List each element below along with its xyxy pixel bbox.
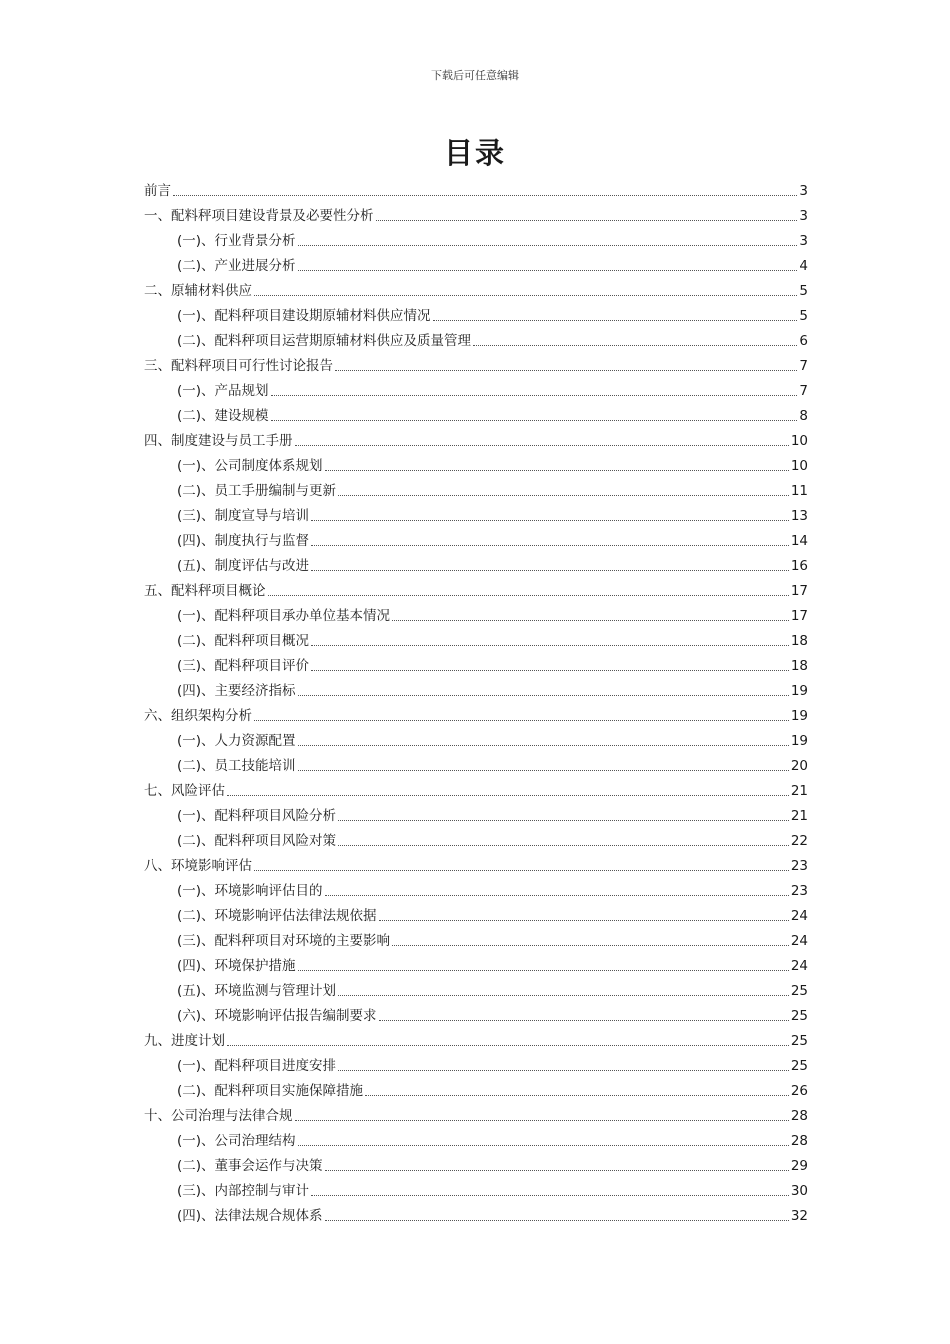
toc-entry-label: (三)、内部控制与审计 bbox=[177, 1183, 310, 1199]
toc-entry-subsection[interactable] bbox=[144, 526, 808, 551]
toc-entry-label: (二)、产业进展分析 bbox=[177, 258, 296, 274]
toc-dot-leader bbox=[338, 1070, 789, 1071]
toc-entry-label: (一)、配料秤项目风险分析 bbox=[177, 808, 337, 824]
toc-entry-subsection[interactable] bbox=[144, 451, 808, 476]
toc-dot-leader bbox=[311, 670, 789, 671]
toc-entry-label: (二)、环境影响评估法律法规依据 bbox=[177, 908, 377, 924]
toc-entry-page-number: 32 bbox=[790, 1208, 808, 1224]
toc-entry-page-number: 7 bbox=[799, 358, 808, 374]
toc-entry-label: (二)、员工技能培训 bbox=[177, 758, 296, 774]
toc-dot-leader bbox=[254, 870, 789, 871]
toc-dot-leader bbox=[392, 620, 789, 621]
toc-entry-section[interactable] bbox=[144, 351, 808, 376]
toc-entry-page-number: 3 bbox=[799, 183, 808, 199]
toc-entry-subsection[interactable] bbox=[144, 1051, 808, 1076]
toc-entry-subsection[interactable] bbox=[144, 1201, 808, 1226]
toc-entry-label: (二)、员工手册编制与更新 bbox=[177, 483, 337, 499]
toc-entry-label: (二)、配料秤项目概况 bbox=[177, 633, 310, 649]
toc-entry-label: 七、风险评估 bbox=[144, 783, 225, 799]
toc-entry-page-number: 17 bbox=[790, 583, 808, 599]
toc-dot-leader bbox=[311, 520, 789, 521]
toc-dot-leader bbox=[227, 1045, 789, 1046]
toc-entry-page-number: 25 bbox=[790, 1033, 808, 1049]
toc-entry-subsection[interactable] bbox=[144, 1076, 808, 1101]
toc-dot-leader bbox=[325, 1170, 789, 1171]
toc-entry-subsection[interactable] bbox=[144, 1001, 808, 1026]
toc-dot-leader bbox=[325, 895, 789, 896]
toc-entry-subsection[interactable] bbox=[144, 676, 808, 701]
toc-dot-leader bbox=[338, 495, 789, 496]
toc-dot-leader bbox=[379, 1020, 789, 1021]
header-note: 下载后可任意编辑 bbox=[431, 69, 519, 82]
toc-dot-leader bbox=[271, 420, 798, 421]
toc-dot-leader bbox=[227, 795, 789, 796]
toc-entry-subsection[interactable] bbox=[144, 801, 808, 826]
toc-dot-leader bbox=[338, 995, 789, 996]
toc-entry-page-number: 17 bbox=[790, 608, 808, 624]
toc-entry-label: 八、环境影响评估 bbox=[144, 858, 252, 874]
toc-entry-label: (四)、环境保护措施 bbox=[177, 958, 296, 974]
toc-dot-leader bbox=[268, 595, 789, 596]
toc-entry-subsection[interactable] bbox=[144, 1151, 808, 1176]
toc-entry-label: (三)、制度宣导与培训 bbox=[177, 508, 310, 524]
toc-entry-subsection[interactable] bbox=[144, 1126, 808, 1151]
toc-dot-leader bbox=[365, 1095, 789, 1096]
toc-dot-leader bbox=[254, 295, 797, 296]
toc-entry-page-number: 8 bbox=[799, 408, 808, 424]
toc-entry-subsection[interactable] bbox=[144, 476, 808, 501]
toc-entry-subsection[interactable] bbox=[144, 551, 808, 576]
toc-entry-page-number: 20 bbox=[790, 758, 808, 774]
toc-entry-label: (六)、环境影响评估报告编制要求 bbox=[177, 1008, 377, 1024]
toc-entry-subsection[interactable] bbox=[144, 901, 808, 926]
toc-dot-leader bbox=[298, 745, 789, 746]
toc-entry-subsection[interactable] bbox=[144, 826, 808, 851]
toc-entry-subsection[interactable] bbox=[144, 301, 808, 326]
toc-entry-page-number: 11 bbox=[790, 483, 808, 499]
toc-entry-label: (一)、产品规划 bbox=[177, 383, 269, 399]
toc-title: 目录 bbox=[443, 136, 506, 170]
toc-entry-page-number: 25 bbox=[790, 1008, 808, 1024]
toc-entry-page-number: 13 bbox=[790, 508, 808, 524]
toc-dot-leader bbox=[338, 820, 789, 821]
toc-entry-label: (一)、配料秤项目承办单位基本情况 bbox=[177, 608, 391, 624]
toc-entry-label: 九、进度计划 bbox=[144, 1033, 225, 1049]
toc-entry-page-number: 29 bbox=[790, 1158, 808, 1174]
toc-entry-page-number: 6 bbox=[799, 333, 808, 349]
toc-entry-label: (二)、建设规模 bbox=[177, 408, 269, 424]
toc-entry-page-number: 3 bbox=[799, 233, 808, 249]
toc-entry-label: (一)、行业背景分析 bbox=[177, 233, 296, 249]
toc-entry-subsection[interactable] bbox=[144, 501, 808, 526]
toc-entry-label: (二)、配料秤项目运营期原辅材料供应及质量管理 bbox=[177, 333, 472, 349]
toc-dot-leader bbox=[173, 195, 797, 196]
toc-entry-subsection[interactable] bbox=[144, 876, 808, 901]
toc-dot-leader bbox=[311, 1195, 789, 1196]
toc-dot-leader bbox=[325, 1220, 789, 1221]
toc-dot-leader bbox=[254, 720, 789, 721]
toc-entry-label: 一、配料秤项目建设背景及必要性分析 bbox=[144, 208, 374, 224]
toc-entry-label: (一)、环境影响评估目的 bbox=[177, 883, 323, 899]
toc-dot-leader bbox=[295, 1120, 789, 1121]
toc-entry-label: (一)、人力资源配置 bbox=[177, 733, 296, 749]
toc-entry-page-number: 24 bbox=[790, 908, 808, 924]
toc-entry-subsection[interactable] bbox=[144, 976, 808, 1001]
toc-entry-label: 五、配料秤项目概论 bbox=[144, 583, 266, 599]
toc-entry-section[interactable] bbox=[144, 1101, 808, 1126]
toc-entry-subsection[interactable] bbox=[144, 626, 808, 651]
toc-entry-page-number: 10 bbox=[790, 433, 808, 449]
toc-entry-label: 六、组织架构分析 bbox=[144, 708, 252, 724]
toc-entry-page-number: 18 bbox=[790, 658, 808, 674]
toc-entry-label: 三、配料秤项目可行性讨论报告 bbox=[144, 358, 333, 374]
toc-entry-page-number: 22 bbox=[790, 833, 808, 849]
toc-entry-label: (二)、董事会运作与决策 bbox=[177, 1158, 323, 1174]
toc-entry-page-number: 23 bbox=[790, 883, 808, 899]
toc-entry-subsection[interactable] bbox=[144, 726, 808, 751]
toc-entry-label: (二)、配料秤项目风险对策 bbox=[177, 833, 337, 849]
toc-entry-page-number: 28 bbox=[790, 1108, 808, 1124]
toc-entry-subsection[interactable] bbox=[144, 651, 808, 676]
toc-entry-section[interactable] bbox=[144, 201, 808, 226]
toc-entry-page-number: 23 bbox=[790, 858, 808, 874]
toc-dot-leader bbox=[392, 945, 789, 946]
toc-entry-subsection[interactable] bbox=[144, 326, 808, 351]
toc-entry-subsection[interactable] bbox=[144, 751, 808, 776]
toc-entry-label: (三)、配料秤项目评价 bbox=[177, 658, 310, 674]
toc-entry-subsection[interactable] bbox=[144, 226, 808, 251]
toc-entry-subsection[interactable] bbox=[144, 951, 808, 976]
toc-entry-label: (一)、公司制度体系规划 bbox=[177, 458, 323, 474]
toc-entry-subsection[interactable] bbox=[144, 926, 808, 951]
toc-dot-leader bbox=[298, 270, 798, 271]
toc-dot-leader bbox=[376, 220, 798, 221]
toc-entry-section[interactable] bbox=[144, 776, 808, 801]
toc-entry-page-number: 16 bbox=[790, 558, 808, 574]
toc-entry-page-number: 21 bbox=[790, 808, 808, 824]
toc-entry-label: (四)、主要经济指标 bbox=[177, 683, 296, 699]
toc-entry-label: (五)、制度评估与改进 bbox=[177, 558, 310, 574]
toc-dot-leader bbox=[271, 395, 798, 396]
toc-entry-section[interactable] bbox=[144, 1026, 808, 1051]
toc-entry-label: (四)、法律法规合规体系 bbox=[177, 1208, 323, 1224]
toc-entry-label: (二)、配料秤项目实施保障措施 bbox=[177, 1083, 364, 1099]
toc-entry-page-number: 5 bbox=[799, 283, 808, 299]
toc-dot-leader bbox=[335, 370, 797, 371]
toc-entry-page-number: 25 bbox=[790, 983, 808, 999]
toc-entry-subsection[interactable] bbox=[144, 376, 808, 401]
toc-entry-page-number: 10 bbox=[790, 458, 808, 474]
toc-entry-label: (五)、环境监测与管理计划 bbox=[177, 983, 337, 999]
toc-entry-page-number: 24 bbox=[790, 933, 808, 949]
toc-dot-leader bbox=[379, 920, 789, 921]
toc-entry-section[interactable] bbox=[144, 701, 808, 726]
toc-entry-page-number: 28 bbox=[790, 1133, 808, 1149]
toc-dot-leader bbox=[311, 570, 789, 571]
toc-dot-leader bbox=[338, 845, 789, 846]
toc-entry-page-number: 24 bbox=[790, 958, 808, 974]
toc-dot-leader bbox=[298, 695, 789, 696]
toc-entry-section[interactable] bbox=[144, 426, 808, 451]
toc-entry-subsection[interactable] bbox=[144, 401, 808, 426]
toc-entry-page-number: 21 bbox=[790, 783, 808, 799]
toc-dot-leader bbox=[311, 645, 789, 646]
toc-entry-label: (一)、配料秤项目进度安排 bbox=[177, 1058, 337, 1074]
toc-entry-page-number: 25 bbox=[790, 1058, 808, 1074]
toc-dot-leader bbox=[298, 245, 798, 246]
toc-entry-page-number: 5 bbox=[799, 308, 808, 324]
toc-entry-section[interactable] bbox=[144, 276, 808, 301]
toc-dot-leader bbox=[298, 1145, 789, 1146]
toc-entry-page-number: 19 bbox=[790, 708, 808, 724]
toc-entry-label: 前言 bbox=[144, 183, 171, 199]
toc-entry-page-number: 19 bbox=[790, 733, 808, 749]
toc-entry-label: 四、制度建设与员工手册 bbox=[144, 433, 293, 449]
toc-entry-page-number: 30 bbox=[790, 1183, 808, 1199]
toc-entry-label: (一)、公司治理结构 bbox=[177, 1133, 296, 1149]
toc-entry-label: (三)、配料秤项目对环境的主要影响 bbox=[177, 933, 391, 949]
toc-entry-page-number: 18 bbox=[790, 633, 808, 649]
toc-entry-section[interactable] bbox=[144, 576, 808, 601]
toc-entry-label: 二、原辅材料供应 bbox=[144, 283, 252, 299]
toc-dot-leader bbox=[473, 345, 797, 346]
toc-entry-label: 十、公司治理与法律合规 bbox=[144, 1108, 293, 1124]
toc-entry-page-number: 3 bbox=[799, 208, 808, 224]
toc-entry-page-number: 7 bbox=[799, 383, 808, 399]
toc-dot-leader bbox=[298, 770, 789, 771]
toc-entry-subsection[interactable] bbox=[144, 601, 808, 626]
toc-entry-subsection[interactable] bbox=[144, 1176, 808, 1201]
toc-dot-leader bbox=[295, 445, 789, 446]
toc-entry-page-number: 4 bbox=[799, 258, 808, 274]
toc-dot-leader bbox=[298, 970, 789, 971]
toc-dot-leader bbox=[311, 545, 789, 546]
toc-entry-section[interactable] bbox=[144, 851, 808, 876]
toc-dot-leader bbox=[433, 320, 798, 321]
toc-entry-page-number: 26 bbox=[790, 1083, 808, 1099]
table-of-contents bbox=[144, 176, 808, 1226]
toc-entry-subsection[interactable] bbox=[144, 251, 808, 276]
toc-entry-page-number: 14 bbox=[790, 533, 808, 549]
toc-entry-page-number: 19 bbox=[790, 683, 808, 699]
toc-entry-section[interactable] bbox=[144, 176, 808, 201]
toc-entry-label: (一)、配料秤项目建设期原辅材料供应情况 bbox=[177, 308, 431, 324]
toc-dot-leader bbox=[325, 470, 789, 471]
toc-entry-label: (四)、制度执行与监督 bbox=[177, 533, 310, 549]
